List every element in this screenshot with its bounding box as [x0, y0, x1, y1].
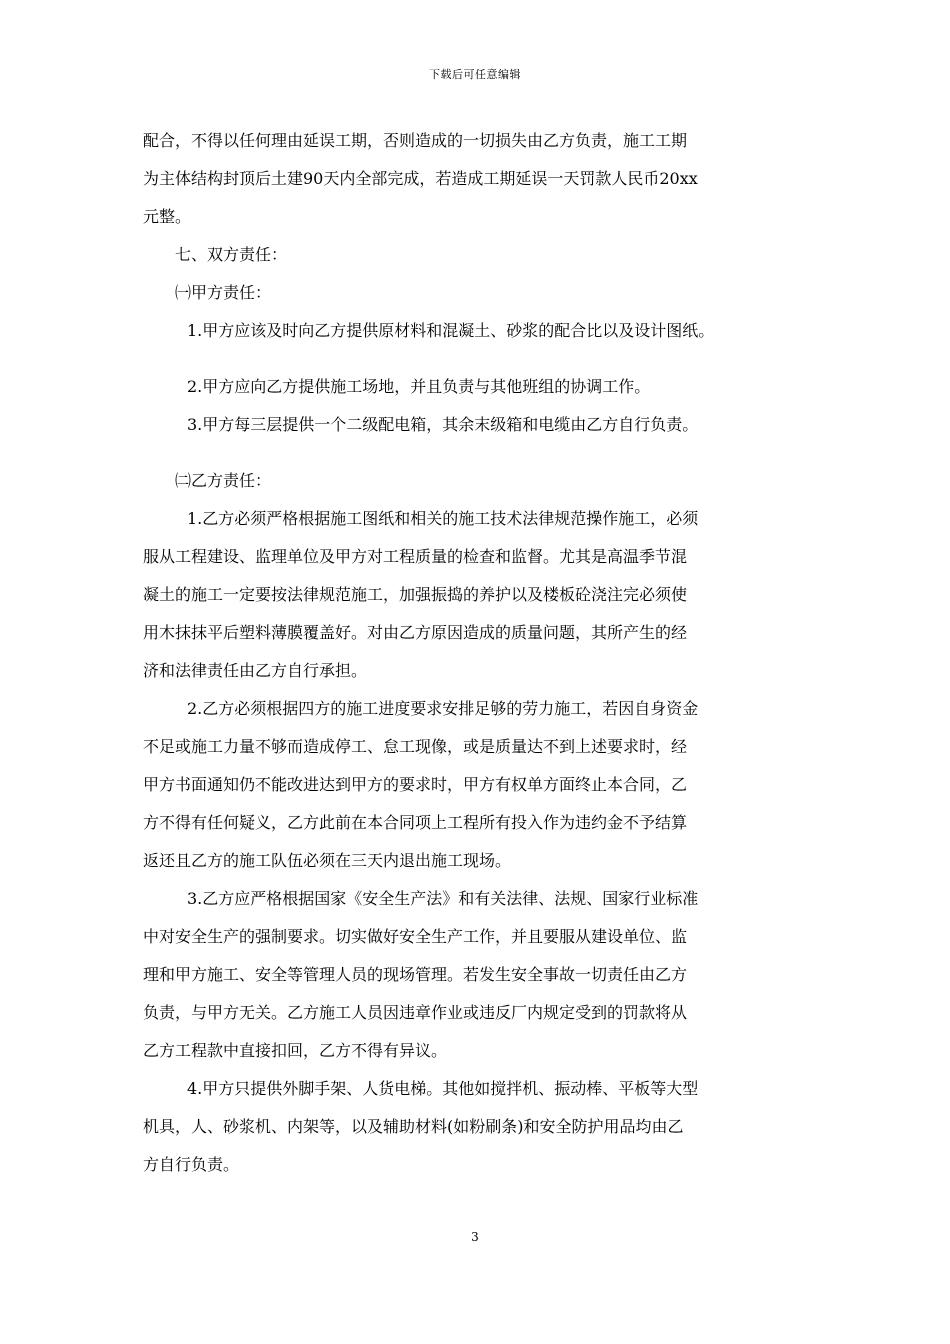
paragraph-line: 乙方工程款中直接扣回，乙方不得有异议。 — [143, 1041, 448, 1060]
paragraph-line: 中对安全生产的强制要求。切实做好安全生产工作，并且要服从建设单位、监 — [143, 927, 688, 946]
paragraph-line: 方自行负责。 — [143, 1155, 240, 1174]
paragraph-line: 3.甲方每三层提供一个二级配电箱，其余末级箱和电缆由乙方自行负责。 — [187, 415, 699, 434]
paragraph-line: ㈠甲方责任： — [175, 283, 272, 302]
paragraph-gap — [143, 350, 807, 368]
paragraph-line: 理和甲方施工、安全等管理人员的现场管理。若发生安全事故一切责任由乙方 — [143, 965, 688, 984]
paragraph-line: 机具，人、砂浆机、内架等，以及辅助材料(如粉刷条)和安全防护用品均由乙 — [143, 1117, 684, 1136]
document-body — [143, 122, 807, 1184]
paragraph-line: 七、双方责任： — [175, 245, 288, 264]
paragraph-line: 用木抹抹平后塑料薄膜覆盖好。对由乙方原因造成的质量问题，其所产生的经 — [143, 623, 688, 642]
paragraph-line: ㈡乙方责任： — [175, 471, 272, 490]
paragraph-line: 不足或施工力量不够而造成停工、怠工现像，或是质量达不到上述要求时，经 — [143, 737, 688, 756]
paragraph-line: 负责，与甲方无关。乙方施工人员因违章作业或违反厂内规定受到的罚款将从 — [143, 1003, 688, 1022]
paragraph-line: 济和法律责任由乙方自行承担。 — [143, 661, 368, 680]
paragraph-line: 1.甲方应该及时向乙方提供原材料和混凝土、砂浆的配合比以及设计图纸。 — [187, 321, 715, 340]
paragraph-line: 4.甲方只提供外脚手架、人货电梯。其他如搅拌机、振动棒、平板等大型 — [187, 1079, 699, 1098]
paragraph-line: 方不得有任何疑义，乙方此前在本合同项上工程所有投入作为违约金不予结算 — [143, 813, 688, 832]
paragraph-line: 2.乙方必须根据四方的施工进度要求安排足够的劳力施工，若因自身资金 — [187, 699, 699, 718]
paragraph-gap — [143, 444, 807, 462]
paragraph-line: 甲方书面通知仍不能改进达到甲方的要求时，甲方有权单方面终止本合同，乙 — [143, 775, 688, 794]
paragraph-line: 3.乙方应严格根据国家《安全生产法》和有关法律、法规、国家行业标准 — [187, 889, 699, 908]
page-header: 下载后可任意编辑 — [429, 68, 521, 81]
paragraph-line: 配合，不得以任何理由延误工期，否则造成的一切损失由乙方负责，施工工期 — [143, 131, 688, 150]
paragraph-line: 2.甲方应向乙方提供施工场地，并且负责与其他班组的协调工作。 — [187, 377, 651, 396]
paragraph-line: 元整。 — [143, 207, 192, 226]
page-number: 3 — [471, 1230, 479, 1244]
paragraph-line: 1.乙方必须严格根据施工图纸和相关的施工技术法律规范操作施工，必须 — [187, 509, 699, 528]
paragraph-line: 服从工程建设、监理单位及甲方对工程质量的检查和监督。尤其是高温季节混 — [143, 547, 688, 566]
paragraph-line: 为主体结构封顶后土建90天内全部完成，若造成工期延误一天罚款人民币20xx — [143, 169, 698, 188]
paragraph-line: 返还且乙方的施工队伍必须在三天内退出施工现场。 — [143, 851, 512, 870]
paragraph-line: 凝土的施工一定要按法律规范施工，加强振捣的养护以及楼板砼浇注完必须使 — [143, 585, 688, 604]
